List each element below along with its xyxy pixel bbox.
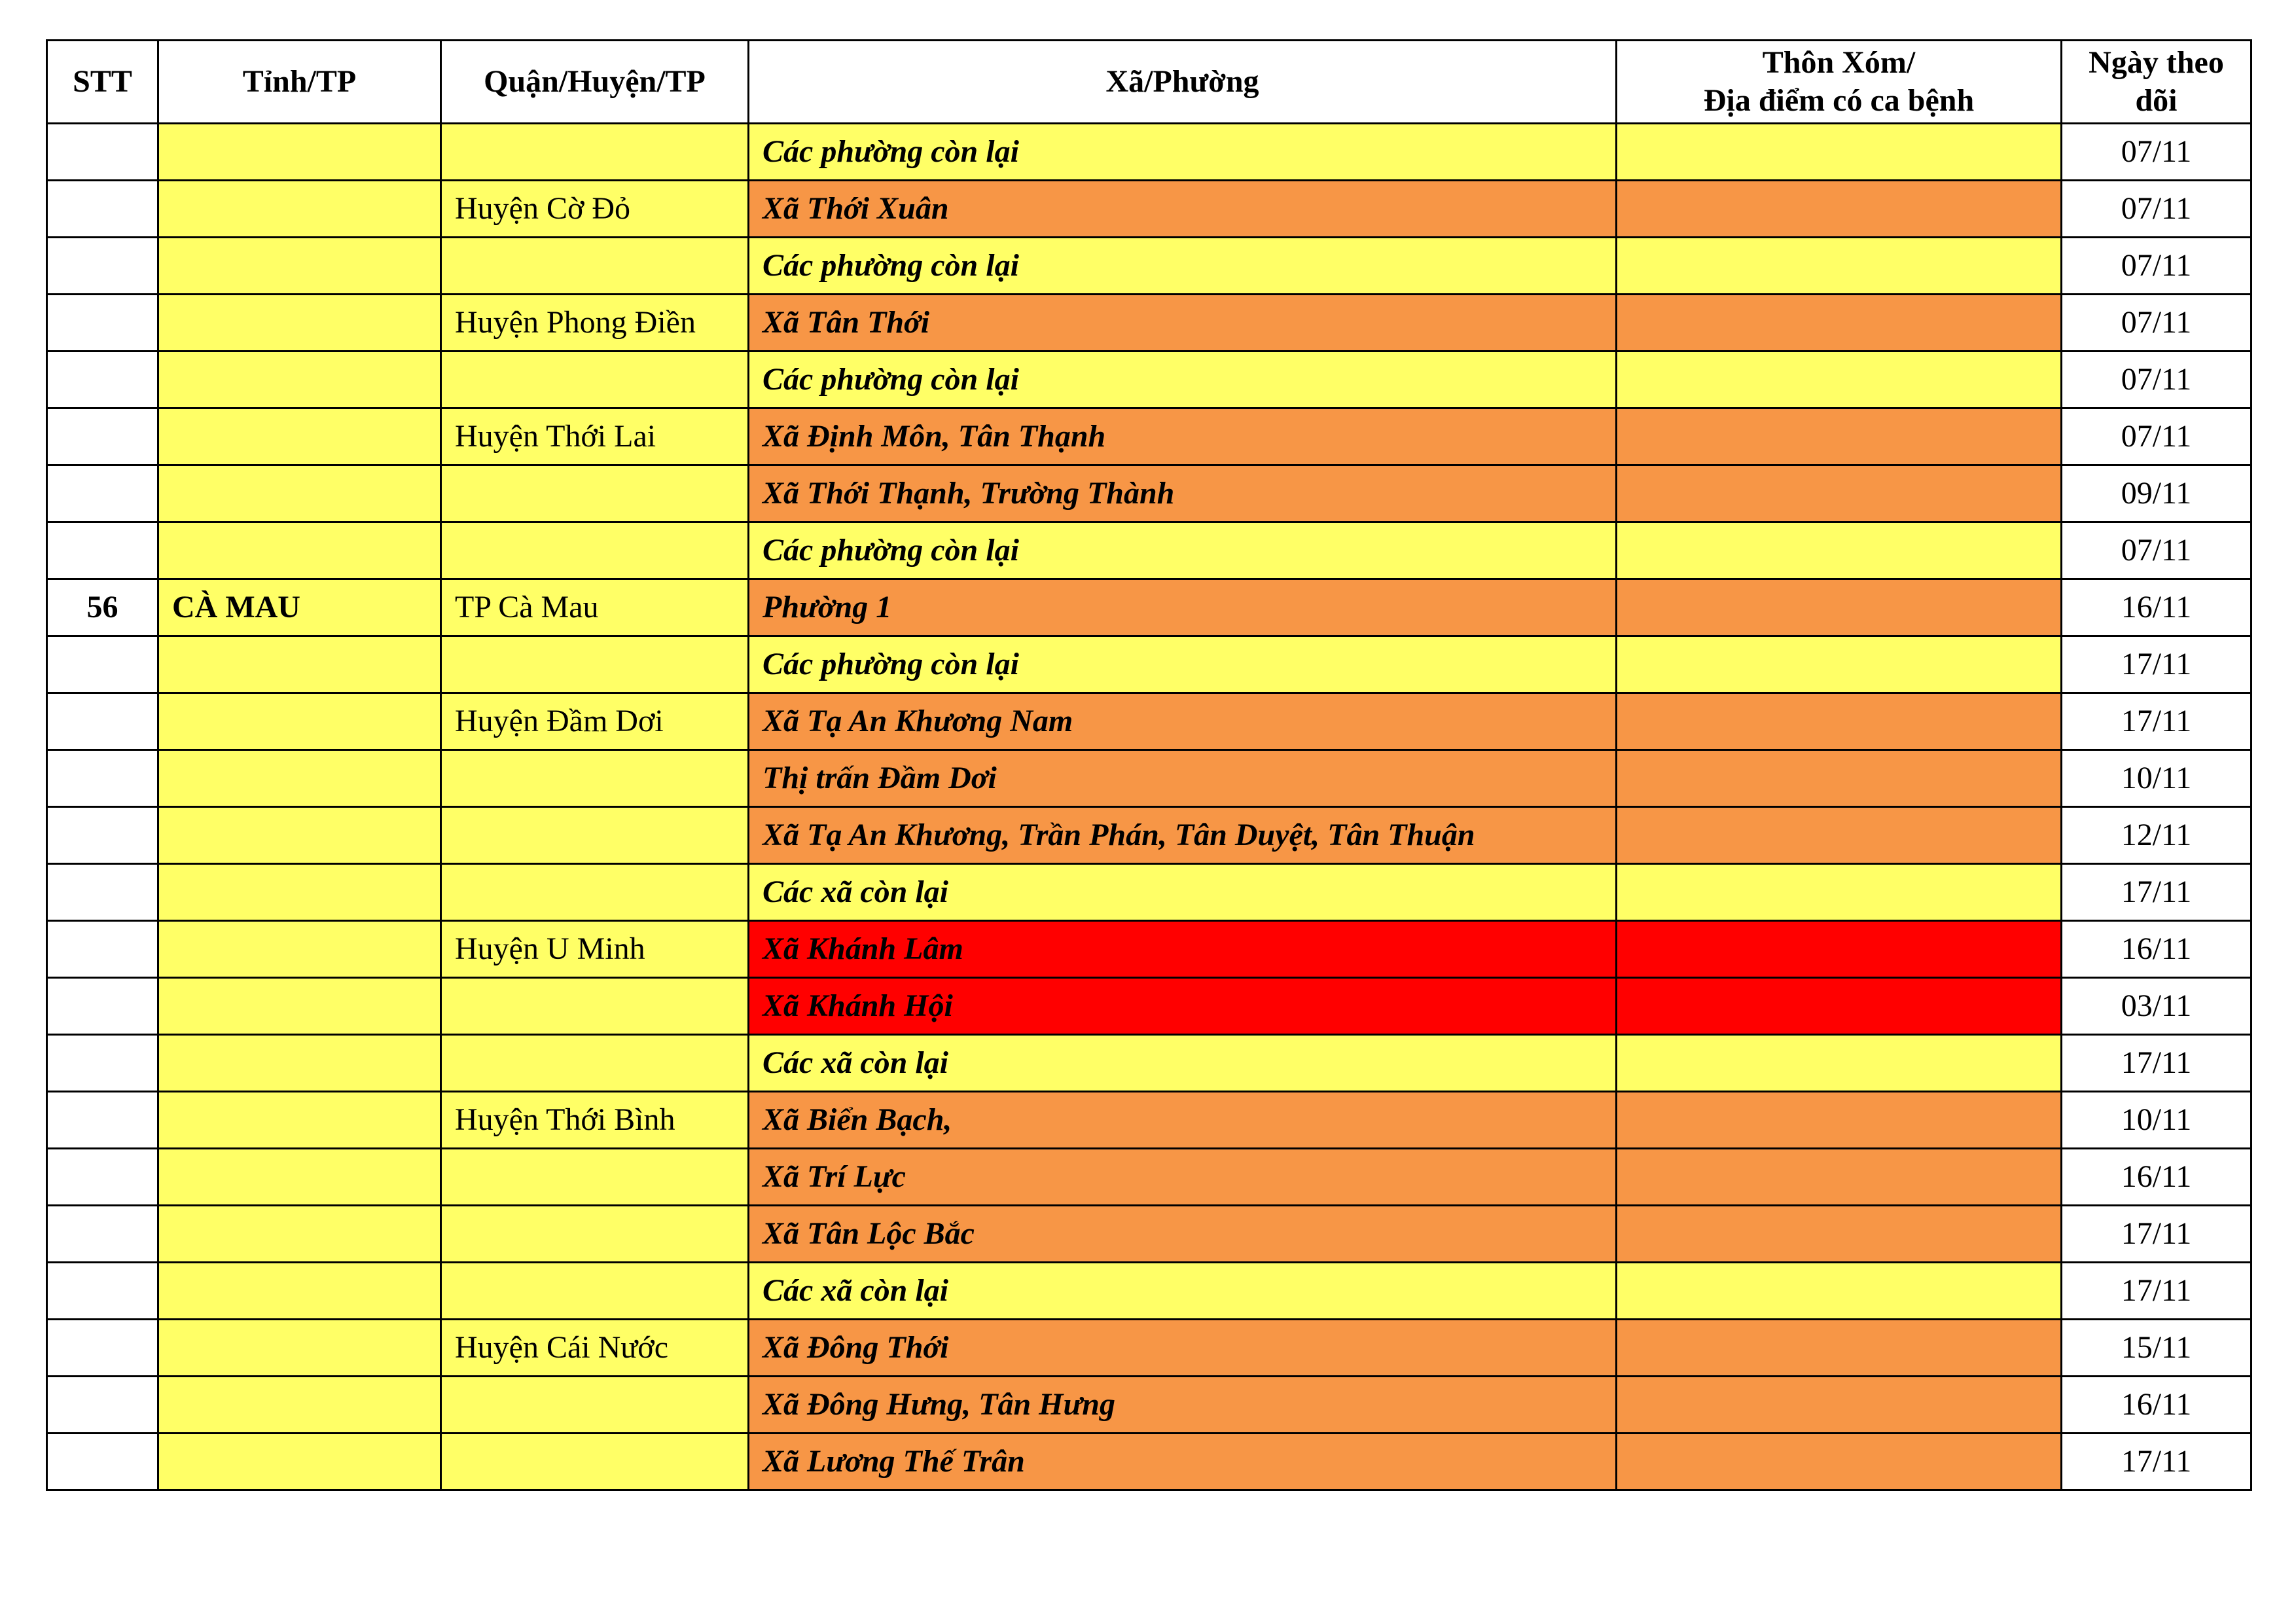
district-cell: Huyện Thới Lai [441, 408, 749, 465]
date-cell: 07/11 [2062, 352, 2251, 408]
district-cell [441, 1206, 749, 1263]
district-cell: Huyện Đầm Dơi [441, 693, 749, 750]
ward-cell: Phường 1 [749, 579, 1617, 636]
hamlet-cell [1617, 579, 2062, 636]
district-cell: Huyện U Minh [441, 921, 749, 978]
hamlet-cell [1617, 1263, 2062, 1320]
table-row [47, 238, 2251, 295]
hamlet-cell [1617, 1149, 2062, 1206]
date-cell: 09/11 [2062, 465, 2251, 522]
table-row [47, 181, 2251, 238]
stt-cell [47, 408, 158, 465]
province-cell [158, 978, 441, 1035]
province-cell [158, 465, 441, 522]
ward-cell: Xã Khánh Lâm [749, 921, 1617, 978]
province-cell [158, 1434, 441, 1490]
province-cell [158, 921, 441, 978]
hamlet-cell [1617, 1377, 2062, 1434]
table-row [47, 978, 2251, 1035]
date-cell: 17/11 [2062, 864, 2251, 921]
covid-risk-table [46, 39, 2252, 1491]
stt-cell [47, 1320, 158, 1377]
header-hamlet-line2: Địa điểm có ca bệnh [1703, 83, 1975, 118]
district-cell: Huyện Thới Bình [441, 1092, 749, 1149]
hamlet-cell [1617, 352, 2062, 408]
hamlet-cell [1617, 408, 2062, 465]
table-row [47, 636, 2251, 693]
date-cell: 17/11 [2062, 1263, 2251, 1320]
stt-cell [47, 1149, 158, 1206]
date-cell: 10/11 [2062, 1092, 2251, 1149]
stt-cell [47, 1035, 158, 1092]
ward-cell: Xã Thới Thạnh, Trường Thành [749, 465, 1617, 522]
table-row [47, 807, 2251, 864]
ward-cell: Xã Trí Lực [749, 1149, 1617, 1206]
date-cell: 07/11 [2062, 181, 2251, 238]
district-cell [441, 636, 749, 693]
province-cell [158, 295, 441, 352]
table-row [47, 1434, 2251, 1490]
province-cell [158, 864, 441, 921]
header-date-line1: Ngày theo [2089, 45, 2224, 80]
province-cell: CÀ MAU [158, 579, 441, 636]
table-row [47, 864, 2251, 921]
stt-cell [47, 1377, 158, 1434]
hamlet-cell [1617, 181, 2062, 238]
date-cell: 03/11 [2062, 978, 2251, 1035]
province-cell [158, 408, 441, 465]
province-cell [158, 1377, 441, 1434]
table-row [47, 921, 2251, 978]
hamlet-cell [1617, 864, 2062, 921]
header-ward: Xã/Phường [749, 41, 1617, 124]
province-cell [158, 352, 441, 408]
table-row [47, 693, 2251, 750]
stt-cell [47, 1434, 158, 1490]
district-cell [441, 124, 749, 181]
date-cell: 10/11 [2062, 750, 2251, 807]
stt-cell [47, 181, 158, 238]
stt-cell [47, 295, 158, 352]
date-cell: 07/11 [2062, 295, 2251, 352]
ward-cell: Xã Tạ An Khương Nam [749, 693, 1617, 750]
table-row [47, 579, 2251, 636]
stt-cell [47, 807, 158, 864]
table-body [47, 124, 2251, 1490]
district-cell [441, 864, 749, 921]
hamlet-cell [1617, 1434, 2062, 1490]
date-cell: 17/11 [2062, 1434, 2251, 1490]
stt-cell [47, 636, 158, 693]
header-date [2062, 41, 2251, 124]
hamlet-cell [1617, 978, 2062, 1035]
date-cell: 17/11 [2062, 636, 2251, 693]
header-hamlet [1617, 41, 2062, 124]
ward-cell: Xã Biển Bạch, [749, 1092, 1617, 1149]
table-row [47, 1035, 2251, 1092]
stt-cell [47, 352, 158, 408]
hamlet-cell [1617, 921, 2062, 978]
date-cell: 16/11 [2062, 1149, 2251, 1206]
ward-cell: Xã Thới Xuân [749, 181, 1617, 238]
province-cell [158, 1320, 441, 1377]
date-cell: 07/11 [2062, 522, 2251, 579]
hamlet-cell [1617, 295, 2062, 352]
district-cell [441, 238, 749, 295]
ward-cell: Xã Lương Thế Trân [749, 1434, 1617, 1490]
stt-cell [47, 522, 158, 579]
ward-cell: Xã Tạ An Khương, Trần Phán, Tân Duyệt, Tân Thuận [749, 807, 1617, 864]
date-cell: 16/11 [2062, 1377, 2251, 1434]
hamlet-cell [1617, 124, 2062, 181]
stt-cell [47, 921, 158, 978]
ward-cell: Các phường còn lại [749, 352, 1617, 408]
stt-cell [47, 1206, 158, 1263]
table-row [47, 522, 2251, 579]
date-cell: 16/11 [2062, 921, 2251, 978]
table-row [47, 750, 2251, 807]
ward-cell: Các xã còn lại [749, 1035, 1617, 1092]
hamlet-cell [1617, 465, 2062, 522]
table-row [47, 124, 2251, 181]
stt-cell [47, 978, 158, 1035]
table-row [47, 408, 2251, 465]
province-cell [158, 693, 441, 750]
hamlet-cell [1617, 522, 2062, 579]
hamlet-cell [1617, 1092, 2062, 1149]
ward-cell: Các phường còn lại [749, 636, 1617, 693]
ward-cell: Xã Đông Thới [749, 1320, 1617, 1377]
province-cell [158, 1092, 441, 1149]
table-row [47, 1149, 2251, 1206]
province-cell [158, 1149, 441, 1206]
hamlet-cell [1617, 1206, 2062, 1263]
header-date-line2: dõi [2135, 83, 2178, 118]
province-cell [158, 1263, 441, 1320]
ward-cell: Xã Định Môn, Tân Thạnh [749, 408, 1617, 465]
header-row [47, 41, 2251, 124]
province-cell [158, 1206, 441, 1263]
ward-cell: Xã Tân Lộc Bắc [749, 1206, 1617, 1263]
hamlet-cell [1617, 238, 2062, 295]
stt-cell [47, 124, 158, 181]
date-cell: 17/11 [2062, 1206, 2251, 1263]
district-cell [441, 807, 749, 864]
table-row [47, 1206, 2251, 1263]
district-cell [441, 352, 749, 408]
province-cell [158, 636, 441, 693]
province-cell [158, 522, 441, 579]
date-cell: 16/11 [2062, 579, 2251, 636]
ward-cell: Xã Khánh Hội [749, 978, 1617, 1035]
district-cell: TP Cà Mau [441, 579, 749, 636]
province-cell [158, 238, 441, 295]
province-cell [158, 181, 441, 238]
date-cell: 17/11 [2062, 693, 2251, 750]
stt-cell [47, 238, 158, 295]
date-cell: 07/11 [2062, 238, 2251, 295]
hamlet-cell [1617, 693, 2062, 750]
stt-cell [47, 1263, 158, 1320]
table-row [47, 465, 2251, 522]
stt-cell [47, 864, 158, 921]
stt-cell [47, 465, 158, 522]
header-stt: STT [47, 41, 158, 124]
ward-cell: Các phường còn lại [749, 522, 1617, 579]
stt-cell [47, 1092, 158, 1149]
stt-cell [47, 750, 158, 807]
district-cell: Huyện Cờ Đỏ [441, 181, 749, 238]
date-cell: 07/11 [2062, 124, 2251, 181]
province-cell [158, 807, 441, 864]
district-cell [441, 1377, 749, 1434]
header-district: Quận/Huyện/TP [441, 41, 749, 124]
ward-cell: Xã Tân Thới [749, 295, 1617, 352]
hamlet-cell [1617, 636, 2062, 693]
table-row [47, 352, 2251, 408]
district-cell: Huyện Cái Nước [441, 1320, 749, 1377]
district-cell [441, 750, 749, 807]
hamlet-cell [1617, 1035, 2062, 1092]
hamlet-cell [1617, 750, 2062, 807]
header-province: Tỉnh/TP [158, 41, 441, 124]
stt-cell [47, 693, 158, 750]
table-row [47, 295, 2251, 352]
ward-cell: Các phường còn lại [749, 238, 1617, 295]
district-cell [441, 978, 749, 1035]
date-cell: 12/11 [2062, 807, 2251, 864]
hamlet-cell [1617, 807, 2062, 864]
header-hamlet-line1: Thôn Xóm/ [1762, 45, 1916, 80]
table-row [47, 1320, 2251, 1377]
district-cell [441, 1035, 749, 1092]
table-row [47, 1377, 2251, 1434]
stt-cell: 56 [47, 579, 158, 636]
hamlet-cell [1617, 1320, 2062, 1377]
district-cell [441, 465, 749, 522]
table-row [47, 1263, 2251, 1320]
table-row [47, 1092, 2251, 1149]
district-cell [441, 1149, 749, 1206]
date-cell: 17/11 [2062, 1035, 2251, 1092]
ward-cell: Thị trấn Đầm Dơi [749, 750, 1617, 807]
district-cell: Huyện Phong Điền [441, 295, 749, 352]
date-cell: 15/11 [2062, 1320, 2251, 1377]
province-cell [158, 1035, 441, 1092]
ward-cell: Các xã còn lại [749, 864, 1617, 921]
date-cell: 07/11 [2062, 408, 2251, 465]
province-cell [158, 750, 441, 807]
district-cell [441, 522, 749, 579]
ward-cell: Các phường còn lại [749, 124, 1617, 181]
ward-cell: Xã Đông Hưng, Tân Hưng [749, 1377, 1617, 1434]
province-cell [158, 124, 441, 181]
document-page [46, 39, 2250, 1491]
ward-cell: Các xã còn lại [749, 1263, 1617, 1320]
district-cell [441, 1263, 749, 1320]
district-cell [441, 1434, 749, 1490]
